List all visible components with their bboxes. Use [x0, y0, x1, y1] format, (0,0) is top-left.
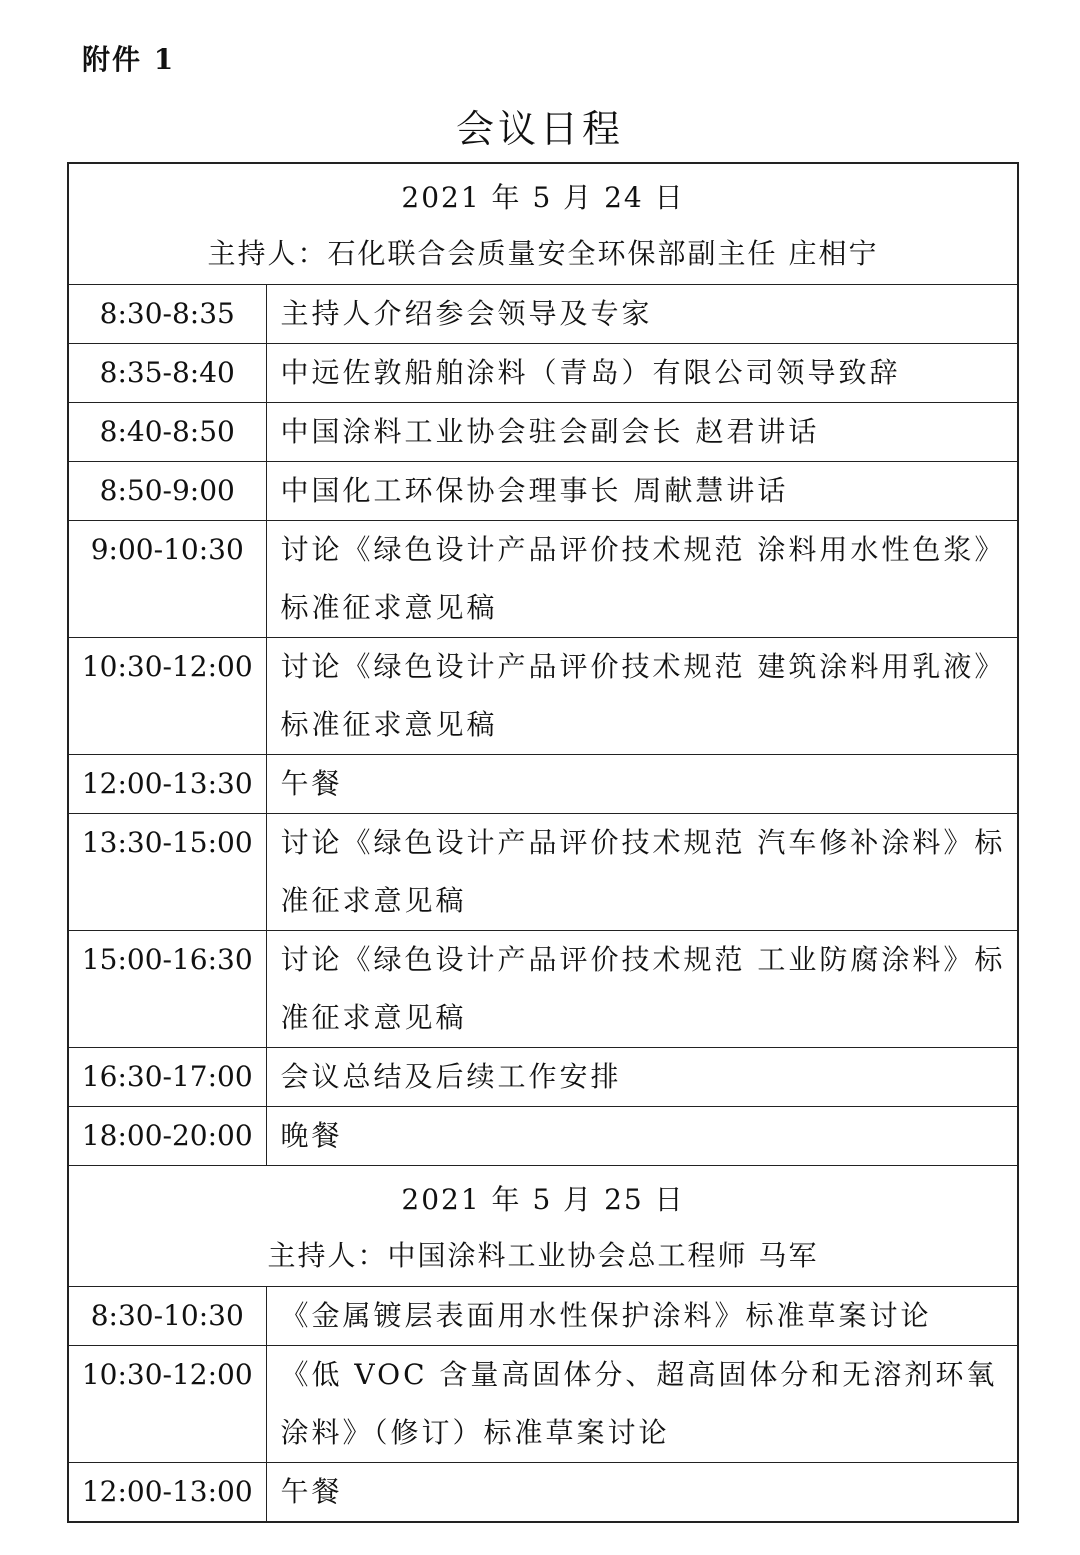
session-time: 13:30-15:00	[68, 814, 266, 931]
table-row	[68, 285, 1018, 344]
day-host: 主持人：石化联合会质量安全环保部副主任 庄相宁	[207, 237, 879, 270]
table-row	[68, 1346, 1018, 1463]
table-row	[68, 1463, 1018, 1523]
table-row	[68, 814, 1018, 931]
day-host: 主持人：中国涂料工业协会总工程师 马军	[267, 1239, 819, 1272]
session-time: 8:40-8:50	[68, 403, 266, 462]
session-time: 15:00-16:30	[68, 931, 266, 1048]
session-time: 16:30-17:00	[68, 1048, 266, 1107]
session-item: 讨论《绿色设计产品评价技术规范 涂料用水性色浆》标准征求意见稿	[266, 521, 1018, 638]
table-row	[68, 1048, 1018, 1107]
table-row	[68, 931, 1018, 1048]
day-date: 2021 年 5 月 25 日	[401, 1183, 685, 1216]
table-row	[68, 638, 1018, 755]
session-time: 8:30-8:35	[68, 285, 266, 344]
session-time: 9:00-10:30	[68, 521, 266, 638]
session-item: 午餐	[266, 1463, 1018, 1523]
table-row	[68, 1107, 1018, 1166]
table-row	[68, 462, 1018, 521]
session-item: 午餐	[266, 755, 1018, 814]
session-item: 中国化工环保协会理事长 周献慧讲话	[266, 462, 1018, 521]
session-item: 《低 VOC 含量高固体分、超高固体分和无溶剂环氧涂料》（修订）标准草案讨论	[266, 1346, 1018, 1463]
session-item: 中国涂料工业协会驻会副会长 赵君讲话	[266, 403, 1018, 462]
session-time: 8:35-8:40	[68, 344, 266, 403]
table-row	[68, 521, 1018, 638]
meeting-schedule-table	[67, 162, 1019, 1523]
session-item: 主持人介绍参会领导及专家	[266, 285, 1018, 344]
document-title: 会议日程	[455, 107, 624, 151]
session-item: 晚餐	[266, 1107, 1018, 1166]
session-item: 讨论《绿色设计产品评价技术规范 汽车修补涂料》标准征求意见稿	[266, 814, 1018, 931]
session-time: 12:00-13:00	[68, 1463, 266, 1523]
session-time: 10:30-12:00	[68, 638, 266, 755]
session-item: 会议总结及后续工作安排	[266, 1048, 1018, 1107]
day-date: 2021 年 5 月 24 日	[401, 181, 685, 214]
table-row	[68, 1287, 1018, 1346]
session-time: 18:00-20:00	[68, 1107, 266, 1166]
session-item: 讨论《绿色设计产品评价技术规范 工业防腐涂料》标准征求意见稿	[266, 931, 1018, 1048]
attachment-label: 附件 1	[82, 43, 176, 76]
session-time: 12:00-13:30	[68, 755, 266, 814]
table-row	[68, 755, 1018, 814]
session-time: 10:30-12:00	[68, 1346, 266, 1463]
session-item: 《金属镀层表面用水性保护涂料》标准草案讨论	[266, 1287, 1018, 1346]
table-row	[68, 344, 1018, 403]
day-header	[68, 163, 1018, 285]
day-header	[68, 1166, 1018, 1287]
table-row	[68, 403, 1018, 462]
session-time: 8:50-9:00	[68, 462, 266, 521]
session-time: 8:30-10:30	[68, 1287, 266, 1346]
session-item: 中远佐敦船舶涂料（青岛）有限公司领导致辞	[266, 344, 1018, 403]
session-item: 讨论《绿色设计产品评价技术规范 建筑涂料用乳液》标准征求意见稿	[266, 638, 1018, 755]
